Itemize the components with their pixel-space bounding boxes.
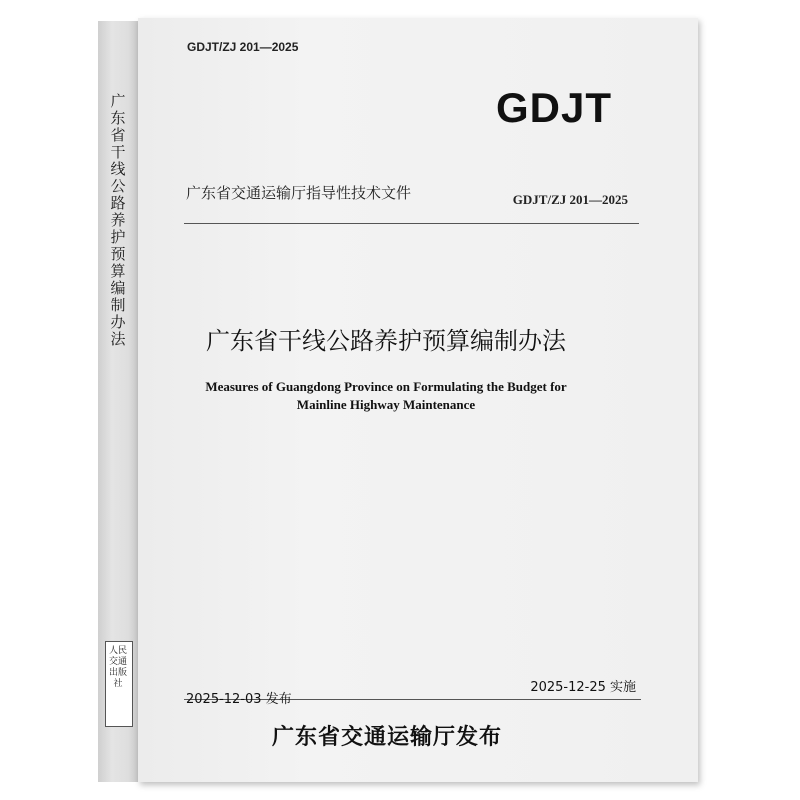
- spine-publisher: 人民交通出版社: [108, 646, 127, 689]
- brand-mark: GDJT: [495, 84, 612, 131]
- issue-date: 2025-12-03 发布: [186, 692, 292, 707]
- header-divider: [184, 223, 639, 224]
- standard-code: GDJT/ZJ 201—2025: [512, 192, 628, 207]
- book: [98, 18, 698, 782]
- publisher-logo-box: [105, 641, 133, 727]
- title-english: [138, 378, 634, 414]
- book-spine: [98, 21, 139, 782]
- spine-title: 广东省干线公路养护预算编制办法: [110, 92, 126, 348]
- standard-code-top: GDJT/ZJ 201—2025: [187, 40, 299, 54]
- effective-date: 2025-12-25 实施: [530, 680, 636, 695]
- issuing-authority: 广东省交通运输厅发布: [271, 724, 502, 750]
- title-english-line-2: Mainline Highway Maintenance: [296, 397, 476, 412]
- title-english-line-1: Measures of Guangdong Province on Formulating the Budget for: [205, 379, 567, 394]
- document-type: 广东省交通运输厅指导性技术文件: [186, 184, 412, 202]
- book-cover: [138, 18, 698, 782]
- title-chinese: 广东省干线公路养护预算编制办法: [206, 327, 566, 355]
